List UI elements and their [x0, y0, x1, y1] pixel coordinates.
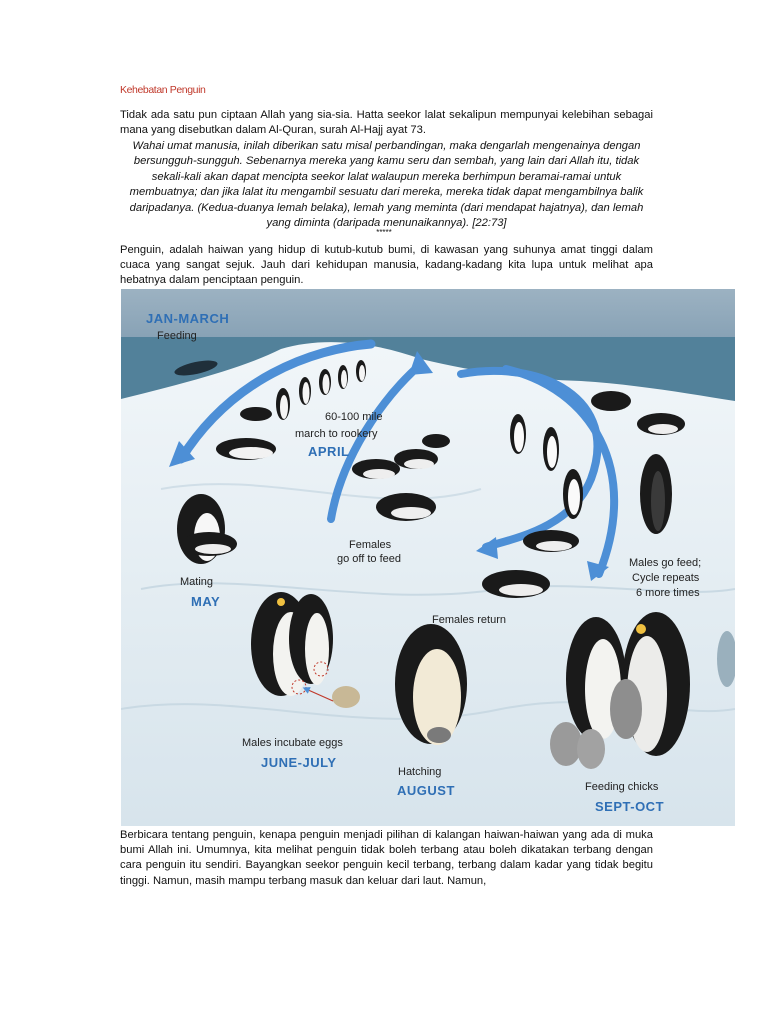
- label-march-line1: 60-100 mile: [325, 411, 383, 423]
- label-may: MAY: [191, 594, 221, 609]
- chick-icon: [577, 729, 605, 769]
- label-june-july: JUNE-JULY: [261, 755, 337, 770]
- label-males-line3: 6 more times: [636, 587, 700, 599]
- label-females-return: Females return: [432, 614, 506, 626]
- label-females-line1: Females: [349, 539, 392, 551]
- chick-icon: [610, 679, 642, 739]
- label-jan-month: JAN-MARCH: [146, 311, 230, 326]
- penguin-paragraph: Penguin, adalah haiwan yang hidup di kutub-kutub bumi, di kawasan yang suhunya amat tinggi dalam cuaca yang sangat sejuk. Jauh dari kehidupan manusia, kadang-kadang kita lupa untuk melihat apa hebatnya dalam penciptaan penguin.: [120, 244, 653, 287]
- label-august: AUGUST: [397, 783, 455, 798]
- label-males-line1: Males go feed;: [629, 557, 702, 569]
- label-females-line2: go off to feed: [337, 553, 402, 565]
- label-march-line2: march to rookery: [295, 428, 378, 440]
- quran-quote: Wahai umat manusia, inilah diberikan satu misal perbandingan, maka dengarlah mengenainya dengan bersungguh-sungguh. Sebenarnya mereka yang kamu seru dan sembah, yang lain dari Allah itu, tidak sekali-kali akan dapat mencipta seekor lalat walaupun mereka berhimpun beramai-ramai untuk membuatnya; dan jika lalat itu mengambil sesuatu dari mereka, mereka tidak dapat mengambilnya balik daripadanya. (Kedua-duanya lemah belaka), lemah yang meminta (dari mendapat hajatnya), dan lemah yang diminta (daripada menunaikannya). [22:73]: [129, 140, 644, 230]
- chick-icon: [427, 727, 451, 743]
- label-males-line2: Cycle repeats: [632, 572, 700, 584]
- label-feeding-chicks: Feeding chicks: [585, 781, 659, 793]
- label-feeding: Feeding: [157, 330, 197, 342]
- page-title: Kehebatan Penguin: [120, 84, 206, 96]
- penguin-lifecycle-illustration: [121, 289, 735, 826]
- label-incubate: Males incubate eggs: [242, 737, 343, 749]
- label-hatching: Hatching: [398, 766, 442, 778]
- label-april: APRIL: [308, 444, 350, 459]
- label-mating: Mating: [180, 576, 214, 588]
- chick-icon: [550, 722, 582, 766]
- lifecycle-diagram: [121, 289, 735, 826]
- label-sept-oct: SEPT-OCT: [595, 799, 665, 814]
- intro-paragraph: Tidak ada satu pun ciptaan Allah yang sia-sia. Hatta seekor lalat sekalipun mempunyai kelebihan sebagai mana yang disebutkan dalam Al-Quran, surah Al-Hajj ayat 73.: [120, 109, 653, 137]
- separator: *****: [376, 228, 392, 237]
- egg-icon: [332, 686, 360, 708]
- closing-paragraph: Berbicara tentang penguin, kenapa penguin menjadi pilihan di kalangan haiwan-haiwan yang ada di muka bumi Allah ini. Umumnya, kita melihat penguin tidak boleh terbang atau boleh dikatakan terbang dengan cara penguin itu sendiri. Bayangkan seekor penguin kecil terbang, terbang dalam kadar yang tidak begitu tinggi. Namun, masih mampu terbang masuk dan keluar dari laut. Namun,: [120, 829, 653, 887]
